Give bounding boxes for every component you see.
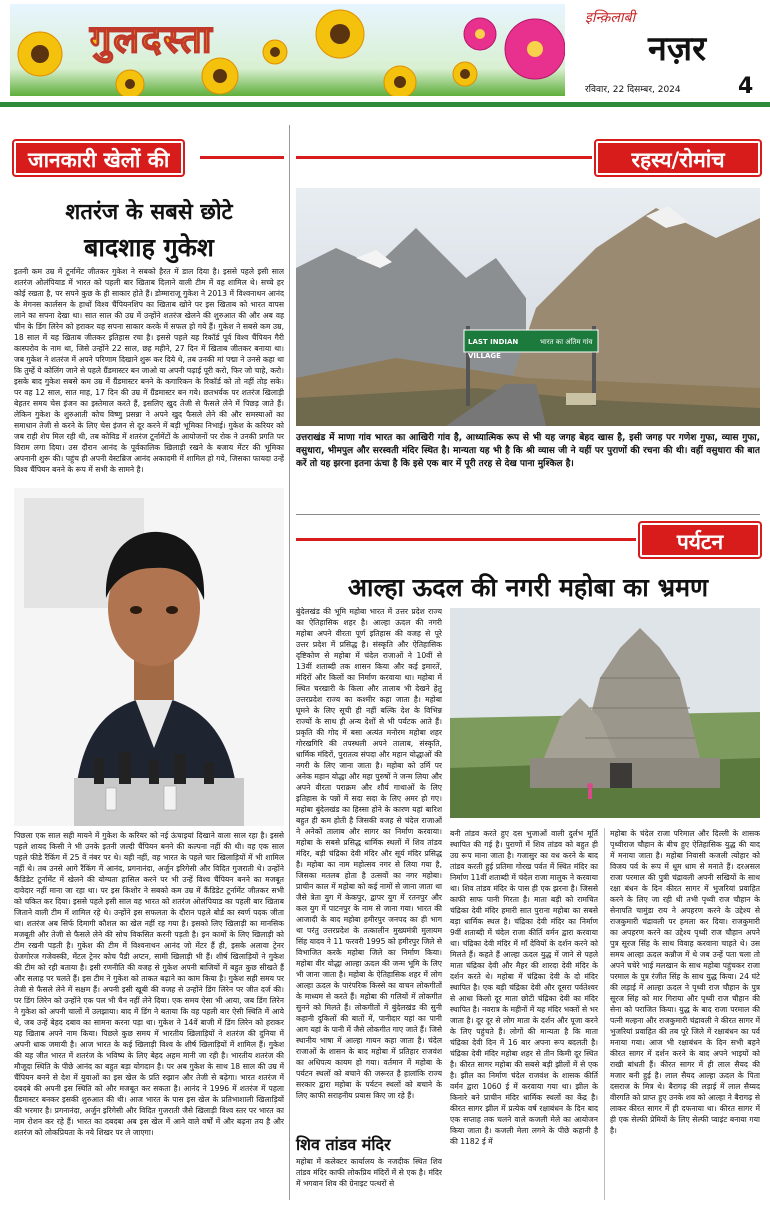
tourism-col1-paragraph-2: महोबा में कलेक्टर कार्यालय के नजदीक स्थित शिव तांडव मंदिर काफी लोकप्रिय मंदिरों में से एक है। मंदिर में भगवान शिव की ग्रेनाइट पत्थरों से xyxy=(296,1157,442,1188)
masthead xyxy=(0,0,770,108)
road-sign-english: LAST INDIAN VILLAGE xyxy=(468,338,519,360)
article-title-line1: शतरंज के सबसे छोटे xyxy=(65,199,233,225)
tourism-title: आल्हा ऊदल की नगरी महोबा का भ्रमण xyxy=(347,573,709,602)
tourism-col2-paragraph: बनी तांडव करते हुए दस भुजाओं वाली दुर्लभ मूर्ति स्थापित की गई है। पुराणों में शिव तांडव को बहुत ही उग्र रूप माना जाता है। गजासुर का वध करने के बाद तांडव करती हुई प्रतिमा गोरख पर्वत में स्थित मंदिर का निर्माण 11वीं शताब्दी में चंदेल राजा मालुक ने करवाया था। शिव तांडव मंदिर के पास ही एक झरना है। जिससे काफी साफ पानी गिरता है। माता बड़ी को रामचित चंद्रिका देवी मंदिर हमारी सात पुराना महोबा का सबसे बड़ा धार्मिक स्थल है। चंद्रिका देवी मंदिर का निर्माण 9वीं शताब्दी में चंदेल राजा कीर्ति वर्मन द्वारा करवाया था। चंद्रिका देवी मंदिर में माँ देवियों के दर्शन करने को मिलते हैं। कहते हैं आल्हा ऊदल युद्ध में जाने से पहले माता चंद्रिका देवी और मैहर की शारदा देवी मंदिर के दर्शन करते थे। महोबा में चंद्रिका देवी के दो मंदिर स्थापित है। एक बड़ी चंद्रिका देवी और दूसरा पर्वतेश्वर से आधा किलो दूर माता छोटी चंद्रिका देवी का मंदिर स्थापित है। नवरात्र के महीनों में यह मंदिर भक्तों से भर जाता है। दूर दूर से लोग माता के दर्शन और पूजा करने के लिए पहुंचते हैं। लोगों की मान्यता है कि माता चंद्रिका देवी दिन में 16 बार अपना रूप बदलती है। चंद्रिका देवी मंदिर महोबा शहर से तीन किमी दूर स्थित है। कीरत सागर महोबा की सबसे बड़ी झीलों में से एक है। झील का निर्माण चंदेल राजवंश के शासक कीर्ति वर्मन द्वारा 1060 ई में करवाया गया था। झील के किनारे बने प्राचीन मंदिर धार्मिक स्थलों का केंद्र है। कीरत सागर झील में प्रत्येक वर्ष रक्षाबंधन के दिन बाद एक सप्ताह तक चलने वाले कजली मेले का आयोजन किया जाता है। कजली मेला लगने के पीछे कहानी है की 1182 ई में xyxy=(450,829,598,1146)
mystery-banner-line xyxy=(296,156,592,159)
col-divider-small xyxy=(604,828,605,1200)
section-title: गुलदस्ता xyxy=(90,17,214,61)
photo-caption: उत्तराखंड में माणा गांव भारत का आखिरी गांव है, आध्यात्मिक रूप से भी यह जगह बेहद खास है, इसी जगह पर गणेश गुफा, व्यास गुफा, वसुधारा, भीमपुल और सरस्वती मंदिर स्थित है। मान्यता यह भी है कि श्री व्यास जी ने यहीं पर पुराणों की रचना की थी। वहीं वसुधारा की बात करें तो यह झरना इतना ऊंचा है कि इसे एक बार में पूरी तरह से देख पाना मुश्किल है। xyxy=(296,433,760,469)
column-divider xyxy=(289,125,290,1200)
section-rule xyxy=(296,514,760,515)
temple-photo xyxy=(450,608,760,818)
mana-village-photo xyxy=(296,188,760,426)
tourism-banner: पर्यटन xyxy=(640,523,760,557)
shiv-tandav-subhead: शिव तांडव मंदिर xyxy=(296,1135,391,1154)
article-paragraph-1: इतनी कम उम्र में टूर्नामेंट जीतकर गुकेश ने सबको हैरत में डाल दिया है। इससे पहले इसी साल शतरंज ओलंपियाड में भारत को पहली बार खिताब दिलाने वाली टीम में वह शामिल थे। सच्चे हर कोई रखता है, पर सपने कुछ के ही साकार होते हैं। डोम्माराजू गुकेश ने 2013 में विश्वनाथन आनंद के मेगनस कार्लसन के हाथों विश्व चैंपियनशिप का खिताब खोने पर इस खिताब को भारत वापस लाने का सपना देखा था। सात साल की उम्र में उन्होंने शतरंज खेलने की शुरुआत की और अब वह चीन के डिंग लिरेन को हराकर यह सपना साकार करके में सफल हो गये हैं। गुकेश ने सबसे कम उम्र, 18 साल में यह खिताब जीतकर इतिहास रचा है। इससे पहले यह रिकॉर्ड पूर्व विश्व चैंपियन गैरी कास्परोव के नाम था, जिसे उन्होंने 22 साल, छह महीने, 27 दिन में खिताब जीतकर बनाया था। जब गुकेश ने शतरंज में अपने परिणाम दिखाने शुरू कर दिये थे, तब उनकी मां पद्मा ने उनसे कहा था कि तुम्हें ये कोलिंग जाने से पहले ग्रैंडमास्टर बन जाओ या अपनी पढ़ाई पूरी करो, फिर जो चाहे, करो। इसके बाद गुकेश सबसे कम उम्र में ग्रैंडमास्टर बनने के कगारिकन के रिकॉर्ड को तो नहीं तोड़ सके। पर वह 12 साल, सात माह, 17 दिन की उम्र में ग्रैंडमास्टर बन गये। छतभर्वक पर शतरंज खिलाड़ी बेहतर समय चेस इंजन का इस्तेमाल करते हैं, इसलिए खुद तेजी से फैसले लेने में पिछड़ जाते हैं। लेकिन गुकेश के शुरुआती कोच विष्णु प्रसन्ना ने अपने खुद फैसले लेने की और समस्याओं का समाधान तेजी से करने के लिए चेस इंजन से दूर करने में बड़ी भूमिका निभाई। गुकेश के करियर को जब राही शेप मिल रही थी, तब कोविड में शतरंज टूर्नामेंटों के आयोजनों पर रोक ने उनकी प्रगति पर विराम लगा दिया। उस दौरान आनंद के पूर्वकालिक खिलाड़ी रखने के बजाय मेंटर की भूमिका अपनानी शुरू की। पहुंच ही अपनी वेस्टब्रिज आनंद अकादमी में शामिल हो गये, जिसका फायदा उन्हें विश्व चैंपियन बनने के रूप में सभी के सामने है। xyxy=(14,267,284,474)
brand-tagline: इन्क़िलाबी xyxy=(585,10,636,26)
temple-photo-illustration xyxy=(450,608,760,818)
player-photo-illustration xyxy=(14,488,284,826)
page-number: 4 xyxy=(738,74,754,99)
issue-date: रविवार, 22 दिसम्बर, 2024 xyxy=(585,85,681,95)
tourism-col3-paragraph: महोबा के चंदेल राजा परिमाल और दिल्ली के शासक पृथ्वीराज चौहान के बीच हुए ऐतिहासिक युद्ध की याद में मनाया जाता है। महोबा निवासी कजली त्योहार को विजय पर्व के रूप में धूम धाम से मनाते हैं। दरअसल राजा परमाल की पुत्री चंद्रावली अपनी सखियों के साथ रक्षा बंधन के दिन कीरत सागर में भुजरियां प्रवाहित करने के लिए जा रही थी तभी पृथ्वी राज चौहान के सेनापति चामुंडा राय ने अपहरण करने के उद्देश्य से राजकुमारी चंद्रावली पर हमला कर दिया। राजकुमारी का अपहरण करने का उद्देश्य पृथ्वी राज चौहान अपने पुत्र सूरज सिंह के साथ विवाह करवाना चाहते थे। उस समय आल्हा ऊदल कन्नौज में थे जब उन्हें पता चला तो अपने चचेरे भाई मलखान के साथ महोबा पहुंचकर राजा परमाल के पुत्र रंजीत सिंह के साथ युद्ध किया। 24 घंटे की लड़ाई में आल्हा ऊदल ने पृथ्वी राज चौहान के पुत्र सूरज सिंह को मार गिराया और पृथ्वी राज चौहान की सेना को पराजित किया। युद्ध के बाद राजा परमाल की पत्नी मल्हना और राजकुमारी चंद्रावली ने कीरत सागर में भुजरियां प्रवाहित की तब पूरे जिले में रक्षाबंधन का पर्व मनाया गया। आज भी रक्षाबंधन के दिन सभी बहने कीरत सागर में दर्शन करने के बाद अपने भाइयों को राखी बांधती हैं। कीरत सागर में ही लाल सैयद की मजार बनी हुई है। लाल सैयद आल्हा ऊदल के पिता दसराज के मित्र थे। बैरागढ़ की लड़ाई में लाल सैय्यद वीरगति को प्राप्त हुए उनके शव को आल्हा ने बैरागढ़ से लाकर कीरत सागर में ही दफनाया था। कीरत सागर में ही एक सेल्फी प्रेमियों के लिए सेल्फी प्वाइंट बनाया गया है। xyxy=(610,829,760,1135)
mystery-banner: रहस्य/रोमांच xyxy=(596,141,760,175)
article-title-line2: बादशाह गुकेश xyxy=(84,233,214,262)
tourism-col1-paragraph: बुंदेलखंड की भूमि महोबा भारत में उत्तर प्रदेश राज्य का ऐतिहासिक शहर है। आल्हा ऊदल की नगरी महोबा अपने वीरता पूर्ण इतिहास की वजह से पूरे उत्तर प्रदेश में प्रसिद्ध है। संस्कृति और ऐतिहासिक दृष्टिकोण से महोबा में चंदेल राजाओं ने 10वीं से 13वीं शताब्दी तक शासन किया और कई इमारतें, मंदिरों और किलों का निर्माण करवाया था। महोबा में स्थित चरखारी के किला और तालाब भी देखने हेतु उत्तरप्रदेश राज्य का कश्मीर कहा जाता है। महोबा घूमने के लिए सूची ही नहीं बल्कि देश के विभिन्न राज्यों के साथ ही अन्य देशों से भी पर्यटक आते हैं। प्रकृति की गोद में बसा अत्यंत मनोरम महोबा शहर गोरखगिरि की तपस्थली अपने तालाब, संस्कृति, धार्मिक मंदिरों, पुरातत्व संपदा और महान योद्धाओं की नगरी के लिए जाना जाता है। महोबा को उर्मि पर अनेक महान योद्धा और महा पुरुषों ने जन्म लिया और अपने वीरता पराक्रम और शौर्य गाथाओं के लिए इतिहास के पन्नों में सदा सदा के लिए अमर हो गए। महोबा बुंदेलखंड का हिस्सा होने के कारण यहां बारिश बहुत ही कम होती है जिसकी वजह से चंदेल राजाओं ने अनेकों तालाब और सागर का निर्माण करवाया। महोबा के सबसे प्रसिद्ध धार्मिक स्थलों में शिव तांडव मंदिर, बड़ी चंद्रिका देवी मंदिर और सूर्य मंदिर प्रसिद्ध है। महोबा का नाम महोत्सव नगर से लिया गया है, जिसका मतलब होता है उत्सवों का नगर महोबा। प्राचीन काल में महोबा को कई नामों से जाना जाता था जैसे त्रेता युग में केकपुर, द्वापर युग में रतनपुर और कल युग में पाटनपुर के नाम से जाना गया। भारत की आजादी के बाद महोबा हमीरपुर जनपद का ही भाग था परंतु उत्तरप्रदेश के तत्कालीन मुख्यमंत्री मुलायम सिंह यादव ने 11 फरवरी 1995 को हमीरपुर जिले से विभाजित करके महोबा जिले का निर्माण किया। महोबा वीर योद्धा आल्हा ऊदल की जन्म भूमि के लिए भी जाना जाता है। महोबा के ऐतिहासिक शहर में लोग आल्हा ऊदल के पारंपरिक किस्से का वाचन लोकगीतों के माध्यम से करते हैं। महोबा की गलियों में लोकगीत सुनने को मिलते हैं। लोकगीतों में बुंदेलखंड की सुनी कहानी दुकिलों की बातों में, पानीदार यहां का पानी आग यहां के पानी में जैसे लोकगीत गाए जाते हैं। जिसे स्थानीय भाषा में आल्हा गायन कहा जाता है। चंदेल राजाओं के शासन के बाद महोबा में प्रतिहार राजवंश का अधिपत्य कायम हो गया। वर्तमान में महोबा के पर्यटन स्थलों को बचाने की जरूरत है हालांकि राज्य सरकार द्वारा महोबा के पर्यटन स्थलों को बचाने के लिए काफी सराहनीय प्रयास किए जा रहे हैं। xyxy=(296,607,442,1100)
brand-logo: नज़र xyxy=(648,29,707,69)
sports-banner-line xyxy=(200,156,284,159)
gukesh-photo xyxy=(14,488,284,826)
masthead-rule xyxy=(0,102,770,107)
mountain-photo-illustration xyxy=(296,188,760,426)
road-sign-hindi: भारत का अंतिम गांव xyxy=(540,338,593,346)
article-paragraph-2: पिछला एक साल सही मायने में गुकेश के करियर को नई ऊंचाइयां दिखाने वाला साल रहा है। इससे पहले शायद किसी ने भी उनके इतनी जल्दी चैंपियन बनने की कल्पना नहीं की थी। वह एक साल पहले फीडे रैंकिंग में 25 वें नंबर पर थे। यही नहीं, वह भारत के पहले चार खिलाड़ियों में भी शामिल नहीं थे। तब उनसे आगे रैंकिंग में आनंद, प्रगनानंदा, अर्जुन इरिगेसी और विदित गुजराती थे। उन्होंने कैंडिडेट टूर्नामेंट में खेलने की योग्यता हासिल करने पर भी उन्हें विश्व चैंपियन बनने का मजबूत दावेदार नहीं माना जा रहा था। पर इस किशोर ने सबको कम उम्र में कैंडिडेट टूर्नामेंट जीतकर सभी को चकित कर दिया। इससे पहले इसी साल वह भारत को शतरंज ओलंपियाड का पहली बार खिताब जिताने वाली टीम में शामिल रहे थे। उन्होंने इस सफलता के दौरान पहले बोर्ड का स्वर्ण पदक जीता था। शतरंज अब सिर्फ दिमागी कौशल का खेल नहीं रह गया है। इसको लिए खिलाड़ी का मानसिक मजबूती और तेजी से फैसले लेने की सोच विकसित करनी पड़ती है। इन कामों के लिए खिलाड़ी को टीम रखनी पड़ती है। गुकेश की टीम में विश्वनाथन आनंद जो मेंटर हैं ही, इसके अलावा ट्रेनर ग्रेजगोरज गजेवस्की, मेंटल ट्रेनर कोच पैडी अप्टन, सामी खिलाड़ी भी हैं। शीर्ष खिलाड़ियों ने गुकेश की टीम को रही बताया है। इसी रणनीति की वजह से गुकेश अपनी बाजियों में बहुत कुछ सीखते हैं और सलाह पर चलते हैं। इस टीम ने गुकेश को ताकत बढ़ाने का काम किया है। गुकेश सही समय पर तेजी से फैसले लेने में सक्षम हैं। अपनी इसी खूबी की वजह से उन्होंने डिंग लिरेन पर जीत दर्ज की। पर डिंग लिरेन को उन्होंने एक पल भी चैन नहीं लेने दिया। एक समय ऐसा भी आया, जब डिंग लिरेन ने गुकेश को अपनी चालों में उलझाया। बाद में डिंग ने बताया कि वह पहली बार ऐसी स्थिति में आये थे, जब उन्हें बेहद दबाव का सामना करना पड़ा था। गुकेश ने 14वें बाजी में डिंग लिरेन को हराकर यह खिताब अपने नाम किया। पिछले कुछ समय में भारतीय खिलाड़ियों ने शतरंज की दुनिया में अपनी धाक जमायी है। आज भारत के कई खिलाड़ी विश्व के शीर्ष खिलाड़ियों में शामिल हैं। गुकेश की यह जीत भारत में शतरंज के भविष्य के लिए बेहद अहम मानी जा रही है। भारतीय शतरंज की मौजूदा स्थिति के पीछे आनंद का बहुत बड़ा योगदान है। पर अब गुकेश के साथ 18 साल की उम्र में चैंपियन बनने से देश में युवाओं का इस खेल के प्रति रुझान और तेजी से बढ़ेगा। भारत शतरंज में दबदबे की अपनी इस स्थिति को और मजबूत कर सकता है। आनंद ने 1996 में शतरंज में पहला ग्रैंडमास्टर बनकर इसकी शुरुआत की थी। आज भारत के पास इस खेल के प्रतिभाशाली खिलाड़ियों की भरमार है। प्रगनानंदा, अर्जुन इरिगेसी और विदित गुजराती जैसे खिलाड़ी विश्व स्तर पर भारत का नाम रोशन कर रहे हैं। भारत का दबदबा अब इस खेल में आने वाले वर्षों में और बढ़ना तय है और शतरंज को लोकप्रियता के नये शिखर पर ले जाएगा। xyxy=(14,831,284,1137)
tourism-banner-line xyxy=(296,538,636,541)
sports-banner: जानकारी खेलों की xyxy=(14,141,183,175)
